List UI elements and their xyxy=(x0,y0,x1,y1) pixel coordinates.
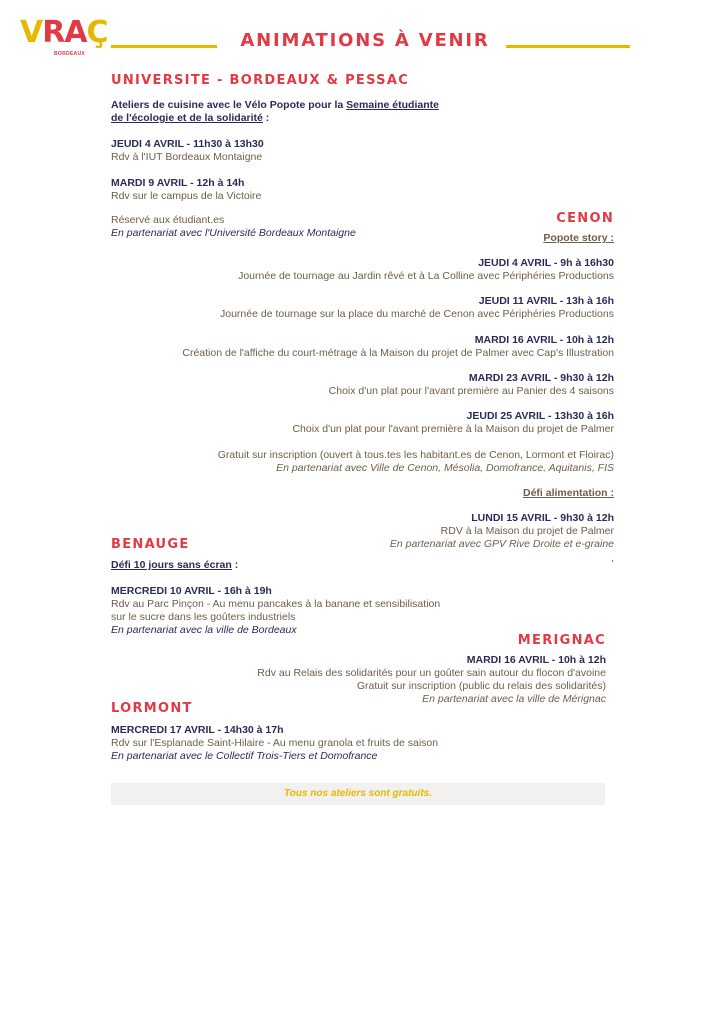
section-title-cenon: CENON xyxy=(556,211,614,226)
benauge-subtitle xyxy=(111,559,238,572)
benauge-subtitle-suffix: : xyxy=(231,559,239,571)
cenon-defi-desc: RDV à la Maison du projet de Palmer xyxy=(440,525,614,537)
ecologie-solidarite-link[interactable]: de l'écologie et de la solidarité xyxy=(111,112,263,124)
cenon-subtitle-defi-alimentation: Défi alimentation : xyxy=(522,487,614,499)
universite-event2-desc: Rdv sur le campus de la Victoire xyxy=(111,190,262,202)
merignac-inscription: Gratuit sur inscription (public du relais des solidarités) xyxy=(356,680,606,692)
cenon-event5-desc: Choix d'un plat pour l'avant première à la Maison du projet de Palmer xyxy=(292,423,614,435)
cenon-event2-desc: Journée de tournage sur la place du marché de Cenon avec Périphéries Productions xyxy=(220,308,614,320)
benauge-partner: En partenariat avec la ville de Bordeaux xyxy=(111,624,297,636)
merignac-desc: Rdv au Relais des solidarités pour un goûter sain autour du flocon d'avoine xyxy=(257,667,606,679)
universite-intro-prefix: Ateliers de cuisine avec le Vélo Popote pour la xyxy=(111,99,347,111)
benauge-subtitle-text: Défi 10 jours sans écran xyxy=(111,559,232,571)
page-title: ANIMATIONS À VENIR xyxy=(240,30,490,51)
benauge-date: MERCREDI 10 AVRIL - 16h à 19h xyxy=(111,585,272,597)
merignac-date: MARDI 16 AVRIL - 10h à 12h xyxy=(466,654,606,666)
benauge-desc-line1: Rdv au Parc Pinçon - Au menu pancakes à la banane et sensibilisation xyxy=(111,598,441,610)
cenon-event4-desc: Choix d'un plat pour l'avant première au Panier des 4 saisons xyxy=(328,385,614,397)
logo-wordmark: VRAÇ xyxy=(20,15,108,50)
section-title-merignac: MERIGNAC xyxy=(517,633,606,648)
cenon-subtitle-popote-story: Popote story : xyxy=(543,232,614,244)
cenon-event4-date: MARDI 23 AVRIL - 9h30 à 12h xyxy=(468,372,614,384)
title-rule-right xyxy=(506,45,630,48)
logo-subtitle: BORDEAUX xyxy=(54,51,86,57)
lormont-partner: En partenariat avec le Collectif Trois-Tiers et Domofrance xyxy=(111,750,378,762)
lormont-desc: Rdv sur l'Esplanade Saint-Hilaire - Au menu granola et fruits de saison xyxy=(111,737,439,749)
cenon-inscription: Gratuit sur inscription (ouvert à tous.tes les habitant.es de Cenon, Lormont et Floirac) xyxy=(217,449,614,461)
free-workshops-notice xyxy=(111,783,605,805)
cenon-defi-partner: En partenariat avec GPV Rive Droite et e-graine xyxy=(389,538,614,550)
section-title-lormont: LORMONT xyxy=(111,701,193,716)
title-rule-left xyxy=(111,45,217,48)
section-title-benauge: BENAUGE xyxy=(111,537,190,552)
universite-intro-suffix: : xyxy=(262,112,270,124)
cenon-defi-date: LUNDI 15 AVRIL - 9h30 à 12h xyxy=(471,512,614,524)
vrac-logo xyxy=(20,15,108,64)
merignac-partner: En partenariat avec la ville de Mérignac xyxy=(422,693,606,705)
universite-intro-line2 xyxy=(111,112,269,125)
universite-event2-date: MARDI 9 AVRIL - 12h à 14h xyxy=(111,177,245,189)
section-title-universite: UNIVERSITE - BORDEAUX & PESSAC xyxy=(111,73,410,88)
cenon-event5-date: JEUDI 25 AVRIL - 13h30 à 16h xyxy=(466,410,614,422)
cenon-defi-mark: , xyxy=(611,552,614,564)
universite-event1-date: JEUDI 4 AVRIL - 11h30 à 13h30 xyxy=(111,138,264,150)
universite-intro-line1 xyxy=(111,99,439,112)
universite-partner: En partenariat avec l'Université Bordeaux Montaigne xyxy=(111,227,356,239)
benauge-desc-line2: sur le sucre dans les goûters industriels xyxy=(111,611,296,623)
cenon-event1-date: JEUDI 4 AVRIL - 9h à 16h30 xyxy=(478,257,614,269)
cenon-event1-desc: Journée de tournage au Jardin rêvé et à La Colline avec Périphéries Productions xyxy=(238,270,614,282)
universite-event1-desc: Rdv à l'IUT Bordeaux Montaigne xyxy=(111,151,263,163)
semaine-etudiante-link[interactable]: Semaine étudiante xyxy=(346,99,439,111)
cenon-event2-date: JEUDI 11 AVRIL - 13h à 16h xyxy=(478,295,614,307)
free-workshops-notice-text: Tous nos ateliers sont gratuits. xyxy=(284,788,432,799)
lormont-date: MERCREDI 17 AVRIL - 14h30 à 17h xyxy=(111,724,284,736)
cenon-event3-desc: Création de l'affiche du court-métrage à la Maison du projet de Palmer avec Cap's Illustration xyxy=(182,347,614,359)
cenon-event3-date: MARDI 16 AVRIL - 10h à 12h xyxy=(474,334,614,346)
cenon-partner: En partenariat avec Ville de Cenon, Mésolia, Domofrance, Aquitanis, FIS xyxy=(276,462,614,474)
universite-reserved: Réservé aux étudiant.es xyxy=(111,214,225,226)
